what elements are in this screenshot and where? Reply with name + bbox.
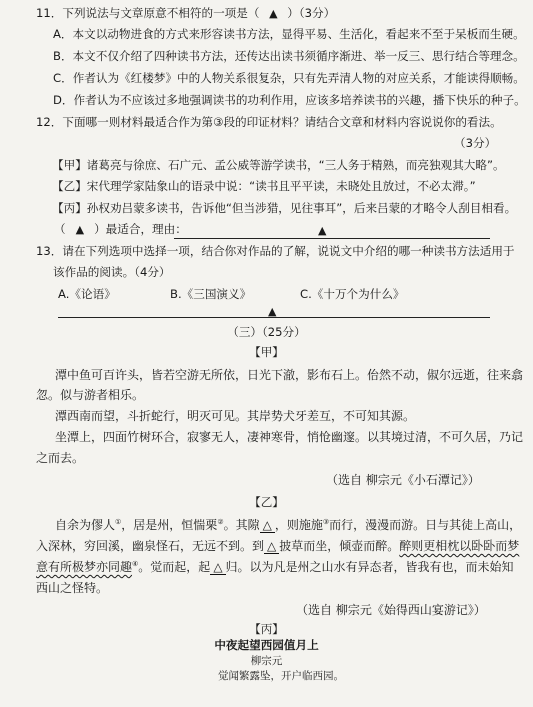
yi-text: 。其隙 xyxy=(223,518,260,532)
yi-text: 披草而坐，倾壶而醉。 xyxy=(279,539,400,553)
footnote-marker: ① xyxy=(115,518,122,526)
q12-answer-rule xyxy=(174,238,490,239)
section-title: （三）（25分） xyxy=(227,325,306,339)
q12-answer-reason: ）最适合，理由： xyxy=(94,222,187,236)
q11-stem-text: 11．下列说法与文章原意不相符的一项是（ xyxy=(36,6,260,20)
yi-source: （选自 柳宗元《始得西山宴游记》） xyxy=(296,603,486,617)
q13-stem-1: 13．请在下列选项中选择一项，结合你对作品的了解，说说文中介绍的哪一种读书方法适用于 xyxy=(36,244,515,258)
poem-line: 觉闻繁露坠，开户临西园。 xyxy=(218,670,344,682)
jia-para-3a: 坐潭上，四面竹树环合，寂寥无人，凄神寒骨，悄怆幽邃。以其境过清，不可久居，乃记 xyxy=(55,430,524,444)
q11-option-b: B．本文不仅介绍了四种读书方法，还传达出读书须循序渐进、举一反三、思行结合等理念。 xyxy=(53,49,525,63)
yi-text: 自余为僇人 xyxy=(55,518,116,532)
jia-para-1b: 忽。似与游者相乐。 xyxy=(36,388,145,402)
blank-triangle: △ xyxy=(260,518,275,533)
q12-material-jia: 【甲】诸葛亮与徐庶、石广元、孟公威等游学读书，“三人务于精熟，而亮独观其大略”。 xyxy=(52,158,505,172)
q12-score: （3分） xyxy=(454,136,497,150)
yi-wavy-text: 醉则更相枕以卧卧而梦 xyxy=(399,539,520,553)
yi-text: 入深林，穷回溪，幽泉怪石，无远不到。到 xyxy=(36,539,265,553)
jia-label: 【甲】 xyxy=(249,345,284,359)
yi-wavy-text: 意有所极梦亦同趣 xyxy=(36,560,133,574)
yi-para-4: 西山之怪特。 xyxy=(36,581,109,595)
q12-answer-line xyxy=(54,224,187,236)
answer-mark: ▲ xyxy=(318,224,327,237)
blank-triangle: △ xyxy=(210,560,225,575)
answer-mark: ▲ xyxy=(269,7,278,20)
answer-mark: ▲ xyxy=(75,223,85,236)
q13-option-a: A.《论语》 xyxy=(58,287,116,301)
footnote-marker: ③ xyxy=(322,518,330,526)
q11-stem xyxy=(36,8,335,20)
footnote-marker: ② xyxy=(217,518,224,526)
q12-stem: 12．下面哪一则材料最适合作为第③段的印证材料？请结合文章和材料内容说说你的看法。 xyxy=(36,115,502,129)
yi-text: 。觉而起，起 xyxy=(138,560,211,574)
poem-author: 柳宗元 xyxy=(250,655,283,667)
jia-para-3b: 之而去。 xyxy=(36,451,85,465)
q13-option-c: C.《十万个为什么》 xyxy=(300,287,405,301)
yi-text: 而行，漫漫而游。日与其徒上高山， xyxy=(329,518,522,532)
yi-text: ，则施施 xyxy=(274,518,323,532)
q11-option-a: A．本文以动物进食的方式来形容读书方法，显得平易、生活化，看起来不至于呆板而生硬。 xyxy=(53,27,525,41)
yi-text: 归。以为凡是州之山水有异态者，皆我有也，而未始知 xyxy=(225,560,514,574)
q12-answer-open: （ xyxy=(54,222,66,236)
answer-mark: ▲ xyxy=(268,305,277,318)
yi-para-3 xyxy=(36,561,514,573)
blank-triangle: △ xyxy=(264,539,279,554)
yi-para-1 xyxy=(55,519,521,531)
bing-label: 【丙】 xyxy=(249,622,284,636)
yi-para-2 xyxy=(36,540,519,552)
q13-stem-2: 该作品的阅读。（4分） xyxy=(53,265,171,279)
q12-material-yi: 【乙】宋代理学家陆象山的语录中说：“读书且平平读，未晓处且放过，不必太滞。” xyxy=(52,179,476,193)
q11-option-c: C．作者认为《红楼梦》中的人物关系很复杂，只有先弄清人物的对应关系，才能读得顺畅。 xyxy=(53,71,525,85)
q11-option-d: D．作者认为不应该过多地强调读书的功利作用，应该多培养读书的兴趣，播下快乐的种子。 xyxy=(53,93,526,107)
q13-option-b: B.《三国演义》 xyxy=(170,287,252,301)
jia-para-2: 潭西南而望，斗折蛇行，明灭可见。其岸势犬牙差互，不可知其源。 xyxy=(55,409,416,423)
q12-material-bing: 【丙】孙权劝吕蒙多读书，告诉他“但当涉猎，见往事耳”，后来吕蒙的才略令人刮目相看。 xyxy=(52,201,517,215)
yi-text: ，居是州，恒惴栗 xyxy=(121,518,218,532)
footnote-marker: ④ xyxy=(132,560,139,568)
yi-label: 【乙】 xyxy=(249,495,284,509)
poem-title: 中夜起望西园值月上 xyxy=(214,638,319,652)
jia-para-1a: 潭中鱼可百许头，皆若空游无所依，日光下澈，影布石上。佁然不动，俶尔远逝，往来翕 xyxy=(55,368,524,382)
q11-score: ）（3分） xyxy=(287,6,336,20)
jia-source: （选自 柳宗元《小石潭记》） xyxy=(326,473,480,487)
